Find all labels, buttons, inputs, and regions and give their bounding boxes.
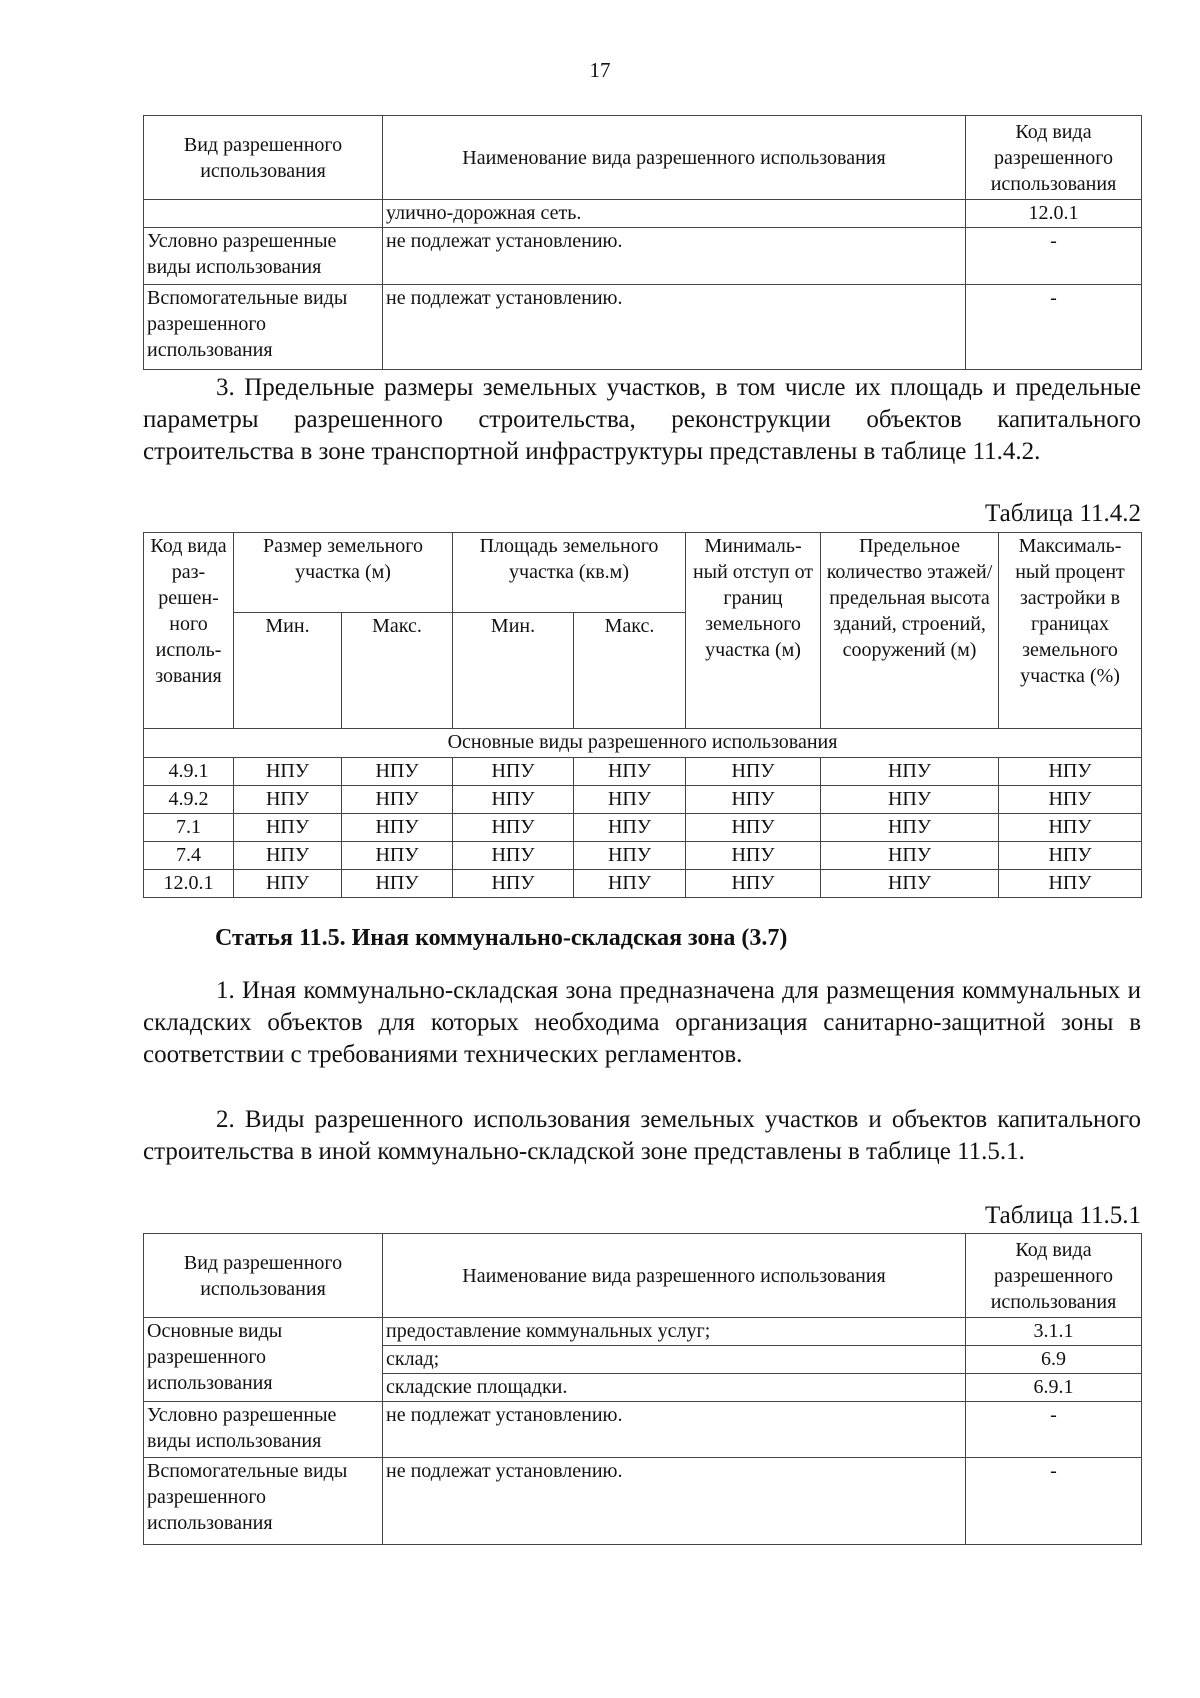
cell-value: НПУ xyxy=(453,870,574,898)
cell-value: НПУ xyxy=(686,786,821,814)
cell-value: НПУ xyxy=(574,814,686,842)
cell-value: НПУ xyxy=(342,870,453,898)
table-caption: Таблица 11.4.2 xyxy=(985,500,1141,527)
table-header-row xyxy=(144,116,1142,200)
cell-name: предоставление коммунальных услуг; xyxy=(383,1318,966,1346)
header-code: Код вида разрешенного использования xyxy=(966,1234,1142,1318)
cell-code: 4.9.1 xyxy=(144,758,234,786)
cell-code: 6.9.1 xyxy=(966,1374,1142,1402)
cell-type xyxy=(144,200,383,228)
cell-value: НПУ xyxy=(453,758,574,786)
cell-value: НПУ xyxy=(999,814,1142,842)
table-row xyxy=(144,1458,1142,1545)
cell-name: не подлежат установлению. xyxy=(383,1458,966,1545)
header-type: Вид разрешенного использования xyxy=(144,116,383,200)
cell-value: НПУ xyxy=(821,758,999,786)
table-header-row xyxy=(144,1234,1142,1318)
cell-code: - xyxy=(966,1458,1142,1545)
paragraph-1: 1. Иная коммунально-складская зона предназначена для размещения коммунальных и складских объектов для которых необходима организация санитарно-защитной зоны в соответствии с требованиями технических регламентов. xyxy=(143,977,1141,1068)
cell-code: 6.9 xyxy=(966,1346,1142,1374)
table-11-4-1-continued xyxy=(143,115,1142,370)
table-row xyxy=(144,842,1142,870)
cell-name: не подлежат установлению. xyxy=(383,1402,966,1458)
cell-value: НПУ xyxy=(821,814,999,842)
cell-code: 12.0.1 xyxy=(966,200,1142,228)
cell-code: 4.9.2 xyxy=(144,786,234,814)
paragraph-3: 3. Предельные размеры земельных участков, в том числе их площадь и предельные параметры разрешенного строительства, реконструкции объектов капитального строительства в зоне транспортной инфраструктуры представлены в таблице 11.4.2. xyxy=(143,374,1141,465)
cell-value: НПУ xyxy=(686,842,821,870)
table-row xyxy=(144,758,1142,786)
cell-value: НПУ xyxy=(342,814,453,842)
cell-value: НПУ xyxy=(574,786,686,814)
cell-value: НПУ xyxy=(821,842,999,870)
cell-type: Условно разрешенные виды использования xyxy=(144,228,383,285)
cell-type: Основные виды разрешенного использования xyxy=(144,1318,383,1402)
table-caption: Таблица 11.5.1 xyxy=(985,1202,1141,1229)
cell-value: НПУ xyxy=(342,842,453,870)
header-size: Размер земельного участка (м) xyxy=(234,533,453,613)
header-code: Код вида разрешенного использования xyxy=(966,116,1142,200)
header-percent: Максималь- ный процент застройки в границах земельного участка (%) xyxy=(999,533,1142,729)
page-number: 17 xyxy=(589,58,611,82)
cell-code: - xyxy=(966,1402,1142,1458)
cell-value: НПУ xyxy=(342,758,453,786)
header-size-min: Мин. xyxy=(234,613,342,729)
header-area-min: Мин. xyxy=(453,613,574,729)
cell-value: НПУ xyxy=(453,786,574,814)
cell-value: НПУ xyxy=(234,814,342,842)
header-area-max: Макс. xyxy=(574,613,686,729)
cell-value: НПУ xyxy=(234,786,342,814)
cell-name: улично-дорожная сеть. xyxy=(383,200,966,228)
table-row xyxy=(144,1318,1142,1346)
table-row xyxy=(144,870,1142,898)
cell-name: не подлежат установлению. xyxy=(383,228,966,285)
cell-code: - xyxy=(966,285,1142,370)
cell-name: склад; xyxy=(383,1346,966,1374)
cell-code: 3.1.1 xyxy=(966,1318,1142,1346)
cell-value: НПУ xyxy=(686,758,821,786)
header-setback: Минималь- ный отступ от границ земельного участка (м) xyxy=(686,533,821,729)
cell-code: 7.4 xyxy=(144,842,234,870)
cell-value: НПУ xyxy=(234,842,342,870)
table-11-4-2 xyxy=(143,532,1142,898)
table-row xyxy=(144,200,1142,228)
cell-value: НПУ xyxy=(234,870,342,898)
header-floors: Предельное количество этажей/ предельная высота зданий, строений, сооружений (м) xyxy=(821,533,999,729)
header-type: Вид разрешенного использования xyxy=(144,1234,383,1318)
cell-value: НПУ xyxy=(999,870,1142,898)
table-row xyxy=(144,814,1142,842)
cell-value: НПУ xyxy=(574,842,686,870)
cell-code: 12.0.1 xyxy=(144,870,234,898)
cell-value: НПУ xyxy=(999,842,1142,870)
cell-type: Вспомогательные виды разрешенного использования xyxy=(144,285,383,370)
cell-value: НПУ xyxy=(453,842,574,870)
cell-code: - xyxy=(966,228,1142,285)
cell-value: НПУ xyxy=(686,814,821,842)
cell-value: НПУ xyxy=(234,758,342,786)
section-row: Основные виды разрешенного использования xyxy=(144,729,1142,758)
cell-type: Вспомогательные виды разрешенного использования xyxy=(144,1458,383,1545)
paragraph-2: 2. Виды разрешенного использования земельных участков и объектов капитального строительства в иной коммунально-складской зоне представлены в таблице 11.5.1. xyxy=(143,1106,1141,1165)
article-heading: Статья 11.5. Иная коммунально-складская зона (3.7) xyxy=(215,925,788,951)
header-name: Наименование вида разрешенного использования xyxy=(383,1234,966,1318)
table-row xyxy=(144,786,1142,814)
header-area: Площадь земельного участка (кв.м) xyxy=(453,533,686,613)
cell-value: НПУ xyxy=(686,870,821,898)
cell-value: НПУ xyxy=(574,758,686,786)
cell-value: НПУ xyxy=(342,786,453,814)
cell-value: НПУ xyxy=(821,786,999,814)
header-size-max: Макс. xyxy=(342,613,453,729)
cell-value: НПУ xyxy=(999,786,1142,814)
cell-name: не подлежат установлению. xyxy=(383,285,966,370)
cell-value: НПУ xyxy=(821,870,999,898)
table-11-5-1 xyxy=(143,1233,1142,1545)
header-code: Код вида раз- решен- ного исполь- зования xyxy=(144,533,234,729)
table-row xyxy=(144,1402,1142,1458)
cell-name: складские площадки. xyxy=(383,1374,966,1402)
cell-value: НПУ xyxy=(453,814,574,842)
header-name: Наименование вида разрешенного использования xyxy=(383,116,966,200)
table-row xyxy=(144,285,1142,370)
cell-value: НПУ xyxy=(999,758,1142,786)
cell-type: Условно разрешенные виды использования xyxy=(144,1402,383,1458)
cell-code: 7.1 xyxy=(144,814,234,842)
table-row xyxy=(144,228,1142,285)
cell-value: НПУ xyxy=(574,870,686,898)
